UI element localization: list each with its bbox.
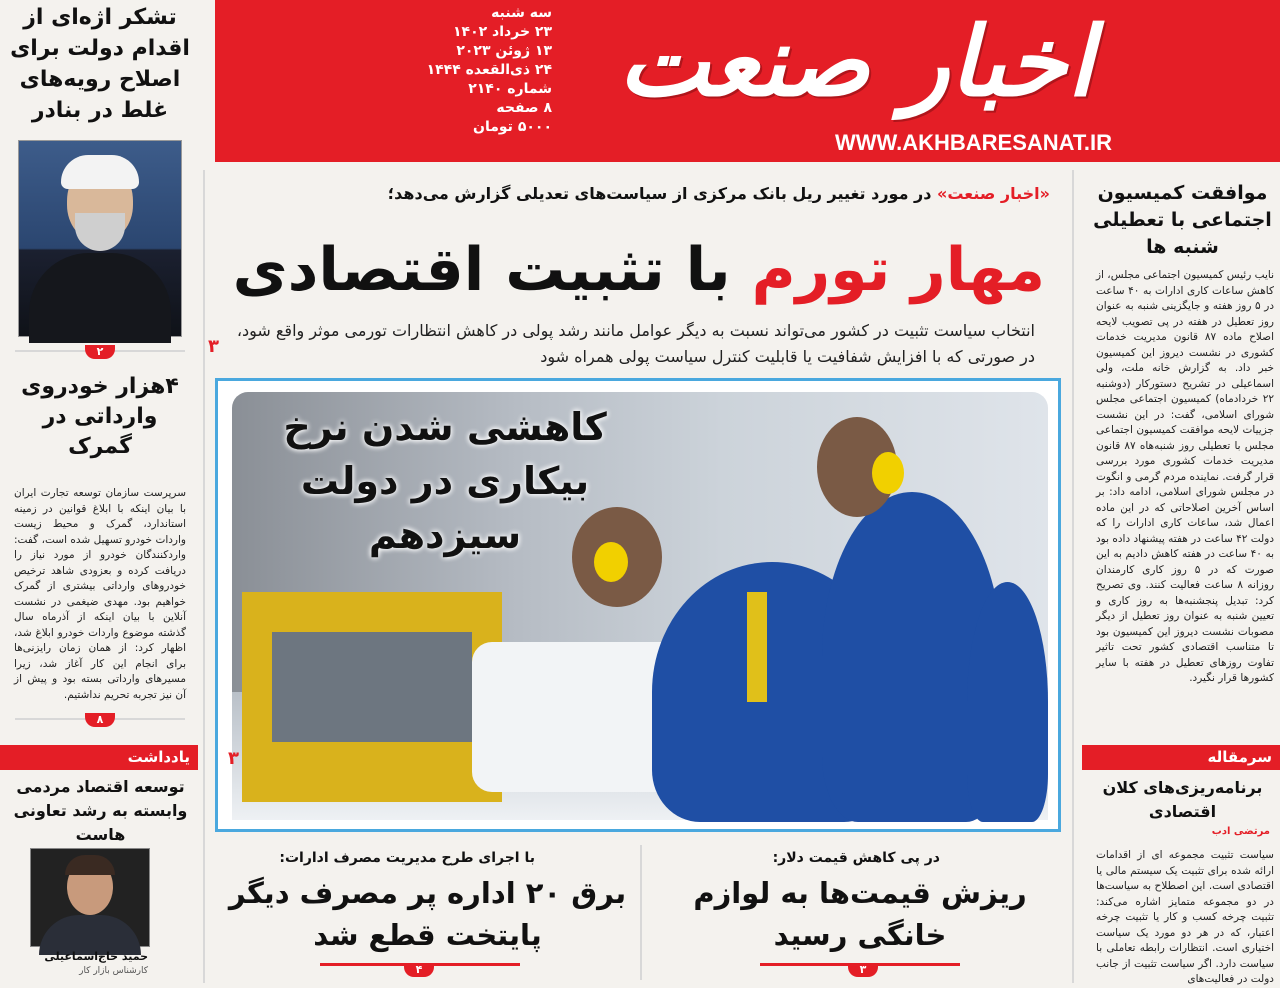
bottom-right-title[interactable]: ریزش قیمت‌ها به لوازم خانگی رسید <box>693 876 1027 952</box>
hair-shape <box>65 855 115 875</box>
masthead <box>215 0 1280 162</box>
hero-page-number[interactable]: ۳ <box>228 748 239 769</box>
issue-info <box>426 4 552 137</box>
yaddasht-bar <box>0 745 198 770</box>
sarmaghaleh-author: مرتضی ادب <box>1211 826 1270 837</box>
column-separator <box>203 170 205 983</box>
main-headline[interactable] <box>232 220 1045 320</box>
author-photo <box>30 848 150 947</box>
sarmaghaleh-title[interactable]: برنامه‌ریزی‌های کلان اقتصادی <box>1102 778 1263 821</box>
page-badge[interactable]: ۸ <box>85 713 115 727</box>
supertitle-source: «اخبار صنعت» <box>937 184 1050 203</box>
right-story-body: نایب رئیس کمیسیون اجتماعی مجلس، از کاهش ساعات کاری ادارات به ۴۰ ساعت در ۵ روز هفته و جایگزینی شنبه به عنوان روز تعطیل در هفته در پی تصویب لایحه اصلاح ماده ۸۷ قانون مدیریت خدمات کشوری در نشست دیروز این کمیسیون خبر داد. به گزارش خانه ملت، ولی اسماعیلی در تشریح دستورکار (دوشنبه ۲۲ خردادماه) کمیسیون اجتماعی مجلس شورای اسلامی، گفت: در این نشست جزییات لایحه موافقت کمیسیون اجتماعی مجلس با تعطیلی روز شنبه‌هاه ۸۷ قانون مدیریت خدمات کشوری مورد بررسی قرار گرفت. نماینده مردم گرمی و انگوت در مجلس شورای اسلامی، ادامه داد: بر اساس آخرین اصلاحاتی که در این ماده اعمال شد، ساعات کاری ادارات را که دولت ۴۲ ساعت در هفته پیشنهاد داده بود به ۴۰ ساعت در هفته کاهش دادیم به این صورت که در ۵ روز کاری کارمندان روزانه ۸ ساعت فعالیت کنند. وی تصریح کرد: تبدیل پنجشنبه‌ها به روز کاری و تعیین شنبه به عنوان روز تعطیل از دیگر مصوبات نشست دیروز این کمیسیون بود تا متناسب اقتصادی کشور تحت تاثیر تفاوت روزهای تعطیل در هفته با سایر کشورها قرار نگیرد. <box>1095 269 1275 684</box>
column-separator <box>1072 170 1074 983</box>
main-page-number[interactable]: ۳ <box>208 336 219 357</box>
price: ۵۰۰۰ تومان <box>473 119 552 135</box>
date-gregorian: ۱۳ ژوئن ۲۰۲۳ <box>456 43 552 59</box>
bottom-right-supertitle: در پی کاهش قیمت دلار: <box>772 850 940 866</box>
date-persian: ۲۳ خرداد ۱۴۰۲ <box>453 24 552 40</box>
sarmaghaleh-bar <box>1082 745 1280 770</box>
left-story2-body: سرپرست سازمان توسعه تجارت ایران با بیان اینکه با ابلاغ قوانین در زمینه استاندارد، گمرک و محیط زیست واردات خودرو تسهیل شده است، گفت: وارد‌کنندگان خودرو از مورد نیاز را دریافت کرده و بعزودی شاهد ترخیص خودروهای وارداتی بیشتری از گمرک خواهیم بود. مهدی ضیغمی در نشست آنلاین با بیان اینکه از آذرماه سال گذشته موضوع واردات خودرو ابلاغ شد، اظهار کرد: از همان زمان رایزنی‌ها برای انجام این کار آغاز شد، زیرا مسیرهای وارداتی بسته بود و پیش از آن نیز تجربه تحریم نداشتیم. <box>14 487 186 701</box>
sarmaghaleh-body: سیاست تثبیت مجموعه ای از اقدامات ارائه شده برای تثبیت یک سیستم مالی یا اقتصادی است. این اصطلاح به سیاست‌ها در دو مجموعه متمایز اشاره می‌کند: تثبیت چرخه کسب و کار یا تثبیت چرخه اعتبار، که در هر دو مورد یک سیاست اختیاری است. انتظارات رابطه تعاملی با سیاست دارد. اگر سیاست تثبیت از جانب دولت در فعالیت‌های <box>1096 849 1274 985</box>
newspaper-logo: اخبار صنعت <box>618 6 1094 118</box>
main-lead: انتخاب سیاست تثبیت در کشور می‌تواند نسبت به دیگر عوامل مانند رشد پولی در کاهش انتظارات تورمی موثر واقع شود، در صورتی که با افزایش شفافیت یا قابلیت کنترل سیاست پولی همراه شود <box>236 321 1035 366</box>
bottom-left-title[interactable]: برق ۲۰ اداره پر مصرف دیگر پایتخت قطع شد <box>228 876 627 952</box>
website-url[interactable]: WWW.AKHBARESANAT.IR <box>835 130 1113 155</box>
date-hijri: ۲۴ ذی‌القعده ۱۴۴۴ <box>426 62 552 78</box>
right-story-title[interactable]: موافقت کمیسیون اجتماعی با تعطیلی شنبه ها <box>1093 182 1272 258</box>
main-supertitle <box>330 184 1050 203</box>
page-badge[interactable]: ۴ <box>404 963 434 977</box>
hero-title[interactable]: کاهشی شدن نرخ بیکاری در دولت سیزدهم <box>283 405 607 557</box>
turban-shape <box>61 155 139 189</box>
sarmaghaleh-label: سرمقاله <box>1207 748 1272 766</box>
bottom-left-supertitle: با اجرای طرح مدیریت مصرف ادارات: <box>279 850 535 866</box>
left-story1-title[interactable]: تشکر اژه‌ای از اقدام دولت برای اصلاح رویه‌های غلط در بنادر <box>10 5 190 123</box>
weekday: سه شنبه <box>491 5 552 21</box>
yaddasht-author: حمید حاج‌اسماعیلی <box>44 950 148 963</box>
page-badge[interactable]: ۳ <box>848 963 878 977</box>
column-separator <box>640 845 642 980</box>
page-count: ۸ صفحه <box>496 100 552 116</box>
yaddasht-title[interactable]: توسعه اقتصاد مردمی وابسته به رشد تعاونی هاست <box>13 777 188 844</box>
machine-parts-shape <box>272 632 472 742</box>
left-story2-title[interactable]: ۴هزار خودروی وارداتی در گمرک <box>21 374 179 459</box>
yaddasht-author-role: کارشناس بازار کار <box>79 966 148 976</box>
robe-shape <box>29 253 171 343</box>
issue-number: شماره ۲۱۴۰ <box>468 81 552 97</box>
cleric-photo <box>18 140 182 337</box>
worker3-body-shape <box>967 582 1048 822</box>
power-tool-shape <box>747 592 767 702</box>
headline-red-part: مهار تورم <box>751 235 1045 305</box>
suit-shape <box>39 915 141 955</box>
yaddasht-label: یادداشت <box>127 748 190 766</box>
headline-black-part: با تثبیت اقتصادی <box>232 235 752 305</box>
earmuff-icon <box>872 452 904 494</box>
page-badge[interactable]: ۲ <box>85 345 115 359</box>
beard-shape <box>75 213 125 251</box>
supertitle-text: در مورد تغییر ریل بانک مرکزی از سیاست‌های تعدیلی گزارش می‌دهد؛ <box>387 184 938 203</box>
